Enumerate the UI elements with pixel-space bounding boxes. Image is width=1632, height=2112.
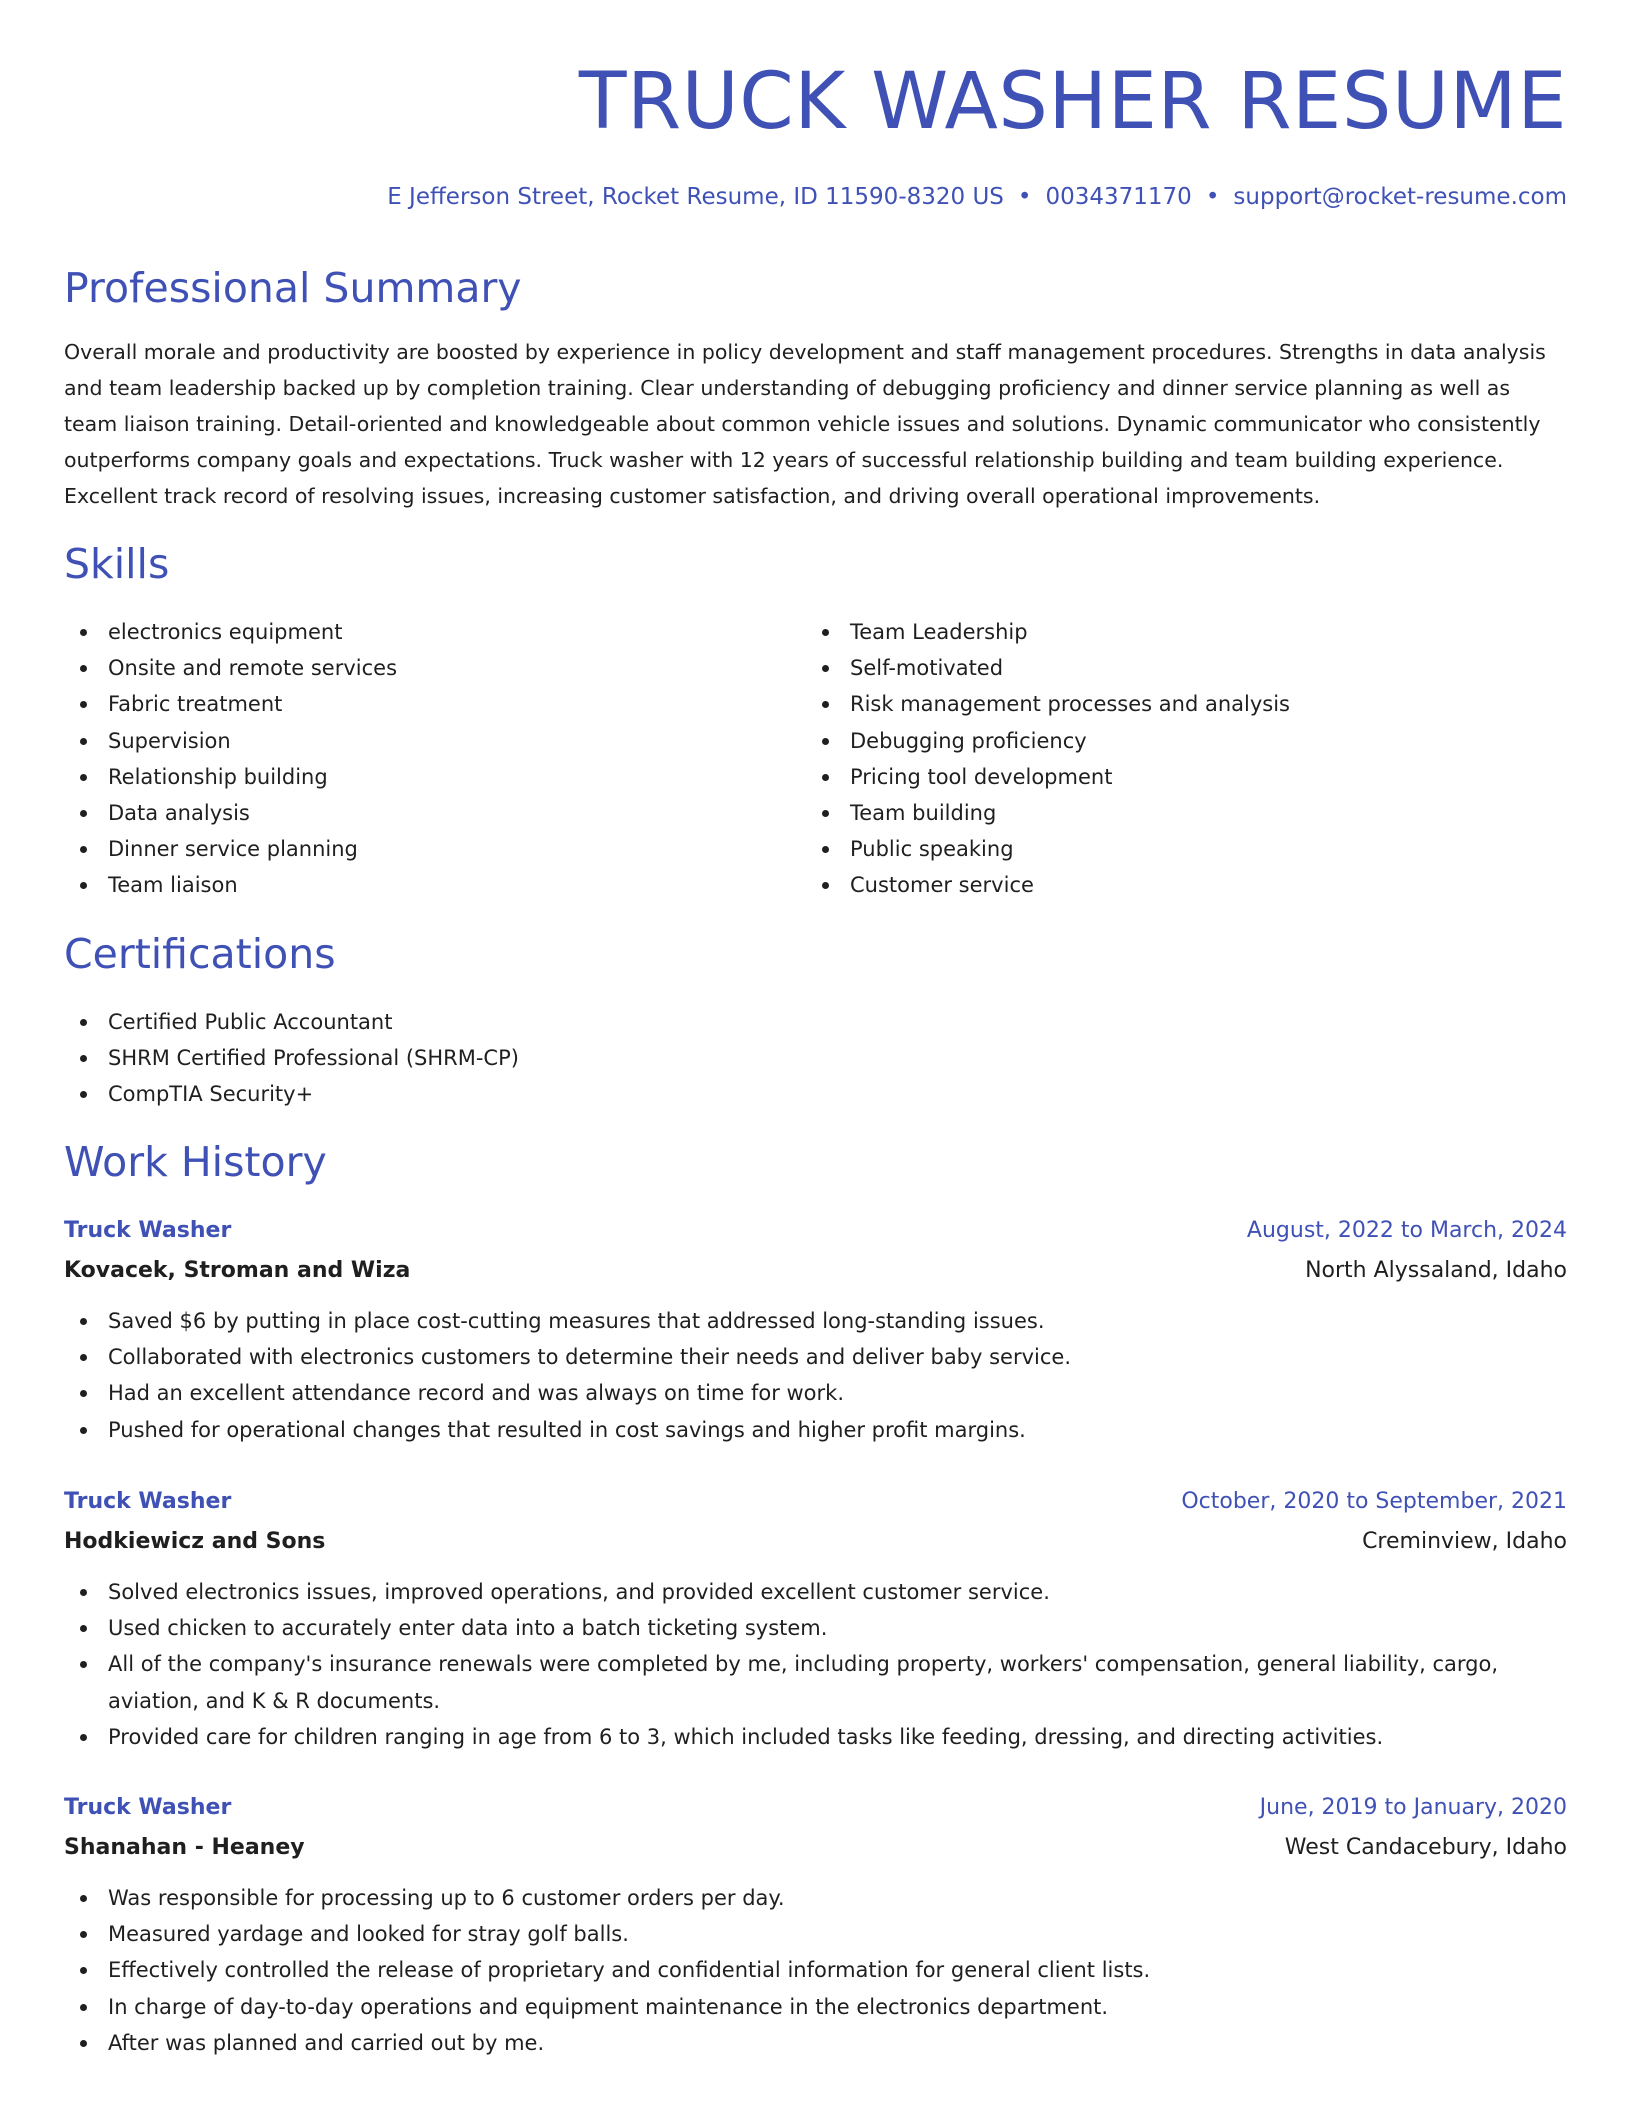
job-bullet: In charge of day-to-day operations and equipment maintenance in the electronics department. xyxy=(64,1989,1567,2025)
skill-item: Customer service xyxy=(806,867,1566,903)
job-title: Truck Washer xyxy=(64,1218,232,1243)
resume-title: TRUCK WASHER RESUME xyxy=(578,57,1567,147)
skill-item: Relationship building xyxy=(64,759,804,795)
contact-line xyxy=(387,181,1567,213)
contact-address: E Jefferson Street, Rocket Resume, ID 11590-8320 US xyxy=(387,184,1004,210)
certification-item: Certified Public Accountant xyxy=(64,1004,1567,1040)
skills-list-right xyxy=(806,614,1566,904)
summary-heading: Professional Summary xyxy=(64,264,522,312)
skill-item: Public speaking xyxy=(806,831,1566,867)
job-company: Shanahan - Heaney xyxy=(64,1835,305,1860)
contact-phone: 0034371170 xyxy=(1045,184,1192,210)
job-dates: June, 2019 to January, 2020 xyxy=(1259,1795,1567,1820)
job-bullets xyxy=(64,1880,1567,2061)
job-bullet: Measured yardage and looked for stray golf balls. xyxy=(64,1916,1567,1952)
skill-item: Supervision xyxy=(64,723,804,759)
job-bullets xyxy=(64,1574,1567,1755)
certification-item: CompTIA Security+ xyxy=(64,1076,1567,1112)
job-company: Kovacek, Stroman and Wiza xyxy=(64,1258,411,1283)
job-bullet: Used chicken to accurately enter data into a batch ticketing system. xyxy=(64,1610,1567,1646)
job-bullet: Collaborated with electronics customers to determine their needs and deliver baby service. xyxy=(64,1339,1567,1375)
job-bullet: Solved electronics issues, improved operations, and provided excellent customer service. xyxy=(64,1574,1567,1610)
job-bullet: Provided care for children ranging in age from 6 to 3, which included tasks like feeding, dressing, and directing activities. xyxy=(64,1719,1567,1755)
job-bullet: All of the company's insurance renewals were completed by me, including property, workers' compensation, general liability, cargo, aviation, and K & R documents. xyxy=(64,1646,1567,1718)
job-header-row xyxy=(64,1482,1567,1522)
skill-item: Team building xyxy=(806,795,1566,831)
job-dates: October, 2020 to September, 2021 xyxy=(1181,1489,1567,1514)
job-header-row xyxy=(64,1788,1567,1828)
skill-item: electronics equipment xyxy=(64,614,804,650)
job-bullet: After was planned and carried out by me. xyxy=(64,2025,1567,2061)
job-entry xyxy=(64,1788,1567,2061)
job-bullet: Was responsible for processing up to 6 customer orders per day. xyxy=(64,1880,1567,1916)
skill-item: Pricing tool development xyxy=(806,759,1566,795)
job-location: Creminview, Idaho xyxy=(1362,1529,1567,1554)
job-entry xyxy=(64,1482,1567,1755)
job-header-row xyxy=(64,1211,1567,1251)
certification-item: SHRM Certified Professional (SHRM-CP) xyxy=(64,1040,1567,1076)
job-title: Truck Washer xyxy=(64,1489,232,1514)
job-bullet: Pushed for operational changes that resulted in cost savings and higher profit margins. xyxy=(64,1412,1567,1448)
skill-item: Debugging proficiency xyxy=(806,723,1566,759)
job-company-row xyxy=(64,1251,1567,1291)
skills-list-left xyxy=(64,614,804,904)
job-location: West Candacebury, Idaho xyxy=(1284,1835,1567,1860)
certifications-heading: Certifications xyxy=(64,930,336,978)
skill-item: Team liaison xyxy=(64,867,804,903)
job-entry xyxy=(64,1211,1567,1448)
job-bullet: Had an excellent attendance record and was always on time for work. xyxy=(64,1375,1567,1411)
contact-separator: • xyxy=(1205,184,1220,210)
skill-item: Data analysis xyxy=(64,795,804,831)
skills-heading: Skills xyxy=(64,540,170,588)
contact-email: support@rocket-resume.com xyxy=(1233,184,1567,210)
job-bullets xyxy=(64,1303,1567,1448)
job-company-row xyxy=(64,1522,1567,1562)
job-company: Hodkiewicz and Sons xyxy=(64,1529,326,1554)
certifications-list xyxy=(64,1004,1567,1113)
skill-item: Risk management processes and analysis xyxy=(806,686,1566,722)
job-location: North Alyssaland, Idaho xyxy=(1305,1258,1567,1283)
skill-item: Onsite and remote services xyxy=(64,650,804,686)
job-bullet: Saved $6 by putting in place cost-cutting measures that addressed long-standing issues. xyxy=(64,1303,1567,1339)
job-title: Truck Washer xyxy=(64,1795,232,1820)
skill-item: Fabric treatment xyxy=(64,686,804,722)
summary-text: Overall morale and productivity are boosted by experience in policy development and staff management procedures. Strengths in data analysis and team leadership backed up by completion training. Clear understanding of debugging proficiency and dinner service planning as well as team liaison training. Detail-oriented and knowledgeable about common vehicle issues and solutions. Dynamic communicator who consistently outperforms company goals and expectations. Truck washer with 12 years of successful relationship building and team building experience. Excellent track record of resolving issues, increasing customer satisfaction, and driving overall operational improvements. xyxy=(64,340,1546,508)
skill-item: Dinner service planning xyxy=(64,831,804,867)
contact-separator: • xyxy=(1017,184,1032,210)
job-bullet: Effectively controlled the release of proprietary and confidential information for general client lists. xyxy=(64,1952,1567,1988)
skill-item: Team Leadership xyxy=(806,614,1566,650)
skill-item: Self-motivated xyxy=(806,650,1566,686)
job-dates: August, 2022 to March, 2024 xyxy=(1246,1218,1567,1243)
work-history-heading: Work History xyxy=(64,1138,327,1186)
job-company-row xyxy=(64,1828,1567,1868)
